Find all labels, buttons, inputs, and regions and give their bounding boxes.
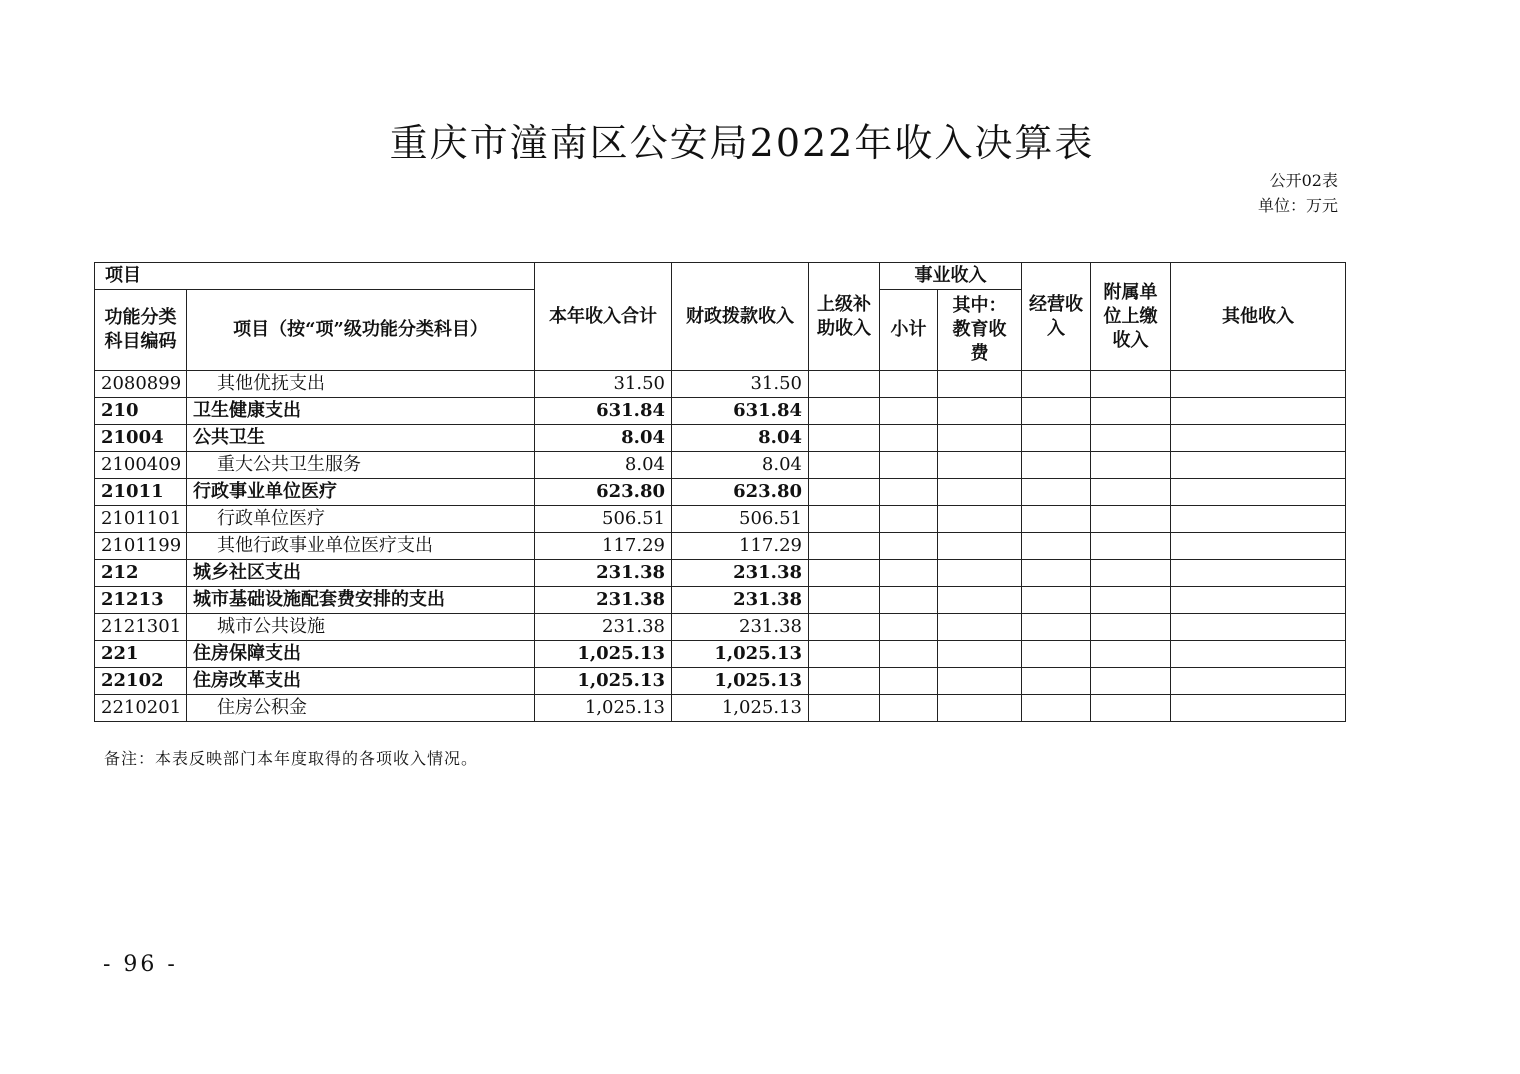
cell-name: 卫生健康支出	[187, 398, 535, 425]
cell-subtotal	[880, 668, 938, 695]
cell-education-fee	[938, 425, 1022, 452]
cell-subtotal	[880, 479, 938, 506]
table-row	[95, 479, 1346, 506]
header-operating: 经营收入	[1022, 263, 1091, 371]
cell-education-fee	[938, 533, 1022, 560]
cell-operating	[1022, 425, 1091, 452]
cell-fiscal: 8.04	[672, 425, 809, 452]
cell-operating	[1022, 668, 1091, 695]
cell-superior-subsidy	[809, 479, 880, 506]
cell-code: 21213	[95, 587, 187, 614]
cell-code: 210	[95, 398, 187, 425]
cell-total: 1,025.13	[535, 641, 672, 668]
income-table	[94, 262, 1346, 722]
cell-total: 8.04	[535, 452, 672, 479]
cell-superior-subsidy	[809, 425, 880, 452]
cell-superior-subsidy	[809, 695, 880, 722]
cell-total: 117.29	[535, 533, 672, 560]
cell-name: 住房改革支出	[187, 668, 535, 695]
cell-other	[1171, 452, 1346, 479]
cell-fiscal: 1,025.13	[672, 668, 809, 695]
cell-education-fee	[938, 560, 1022, 587]
cell-other	[1171, 587, 1346, 614]
cell-affiliated	[1091, 479, 1171, 506]
cell-total: 8.04	[535, 425, 672, 452]
cell-other	[1171, 614, 1346, 641]
cell-affiliated	[1091, 641, 1171, 668]
cell-affiliated	[1091, 506, 1171, 533]
cell-name: 城市基础设施配套费安排的支出	[187, 587, 535, 614]
cell-other	[1171, 506, 1346, 533]
cell-other	[1171, 425, 1346, 452]
cell-total: 1,025.13	[535, 668, 672, 695]
cell-affiliated	[1091, 425, 1171, 452]
cell-fiscal: 506.51	[672, 506, 809, 533]
cell-operating	[1022, 533, 1091, 560]
table-row	[95, 641, 1346, 668]
cell-education-fee	[938, 371, 1022, 398]
cell-fiscal: 31.50	[672, 371, 809, 398]
table-row	[95, 398, 1346, 425]
table-row	[95, 614, 1346, 641]
cell-operating	[1022, 614, 1091, 641]
footnote: 备注：本表反映部门本年度取得的各项收入情况。	[104, 749, 479, 768]
cell-education-fee	[938, 695, 1022, 722]
cell-code: 21011	[95, 479, 187, 506]
cell-total: 1,025.13	[535, 695, 672, 722]
header-item: 项目	[95, 263, 535, 290]
cell-subtotal	[880, 641, 938, 668]
cell-affiliated	[1091, 452, 1171, 479]
cell-code: 2121301	[95, 614, 187, 641]
cell-code: 21004	[95, 425, 187, 452]
cell-superior-subsidy	[809, 533, 880, 560]
cell-operating	[1022, 560, 1091, 587]
cell-operating	[1022, 479, 1091, 506]
table-row	[95, 560, 1346, 587]
cell-code: 221	[95, 641, 187, 668]
cell-operating	[1022, 506, 1091, 533]
cell-education-fee	[938, 398, 1022, 425]
cell-name: 城市公共设施	[187, 614, 535, 641]
cell-superior-subsidy	[809, 452, 880, 479]
table-row	[95, 587, 1346, 614]
cell-fiscal: 117.29	[672, 533, 809, 560]
cell-fiscal: 1,025.13	[672, 695, 809, 722]
cell-fiscal: 231.38	[672, 614, 809, 641]
cell-education-fee	[938, 479, 1022, 506]
cell-code: 2210201	[95, 695, 187, 722]
cell-name: 住房公积金	[187, 695, 535, 722]
cell-affiliated	[1091, 668, 1171, 695]
header-name: 项目（按“项”级功能分类科目）	[187, 290, 535, 371]
cell-other	[1171, 479, 1346, 506]
table-row	[95, 533, 1346, 560]
cell-education-fee	[938, 668, 1022, 695]
header-education-fee: 其中：教育收费	[938, 290, 1022, 371]
cell-fiscal: 231.38	[672, 587, 809, 614]
table-row	[95, 506, 1346, 533]
cell-affiliated	[1091, 398, 1171, 425]
cell-total: 631.84	[535, 398, 672, 425]
table-row	[95, 371, 1346, 398]
cell-subtotal	[880, 506, 938, 533]
cell-other	[1171, 533, 1346, 560]
cell-total: 231.38	[535, 587, 672, 614]
cell-affiliated	[1091, 695, 1171, 722]
cell-education-fee	[938, 587, 1022, 614]
header-subtotal: 小计	[880, 290, 938, 371]
cell-operating	[1022, 452, 1091, 479]
header-code: 功能分类科目编码	[95, 290, 187, 371]
cell-subtotal	[880, 533, 938, 560]
cell-affiliated	[1091, 587, 1171, 614]
cell-subtotal	[880, 452, 938, 479]
cell-code: 2101101	[95, 506, 187, 533]
cell-other	[1171, 371, 1346, 398]
cell-code: 2080899	[95, 371, 187, 398]
cell-code: 22102	[95, 668, 187, 695]
cell-name: 其他优抚支出	[187, 371, 535, 398]
cell-other	[1171, 641, 1346, 668]
table-row	[95, 452, 1346, 479]
header-total: 本年收入合计	[535, 263, 672, 371]
cell-superior-subsidy	[809, 668, 880, 695]
page-number: - 96 -	[103, 952, 178, 977]
unit-label: 单位：万元	[1257, 196, 1338, 215]
cell-operating	[1022, 371, 1091, 398]
cell-name: 行政单位医疗	[187, 506, 535, 533]
cell-subtotal	[880, 560, 938, 587]
cell-superior-subsidy	[809, 506, 880, 533]
header-other: 其他收入	[1171, 263, 1346, 371]
cell-name: 住房保障支出	[187, 641, 535, 668]
cell-total: 506.51	[535, 506, 672, 533]
cell-fiscal: 631.84	[672, 398, 809, 425]
cell-code: 2100409	[95, 452, 187, 479]
cell-superior-subsidy	[809, 587, 880, 614]
cell-other	[1171, 398, 1346, 425]
cell-subtotal	[880, 614, 938, 641]
cell-superior-subsidy	[809, 614, 880, 641]
cell-subtotal	[880, 587, 938, 614]
cell-affiliated	[1091, 614, 1171, 641]
header-business-income: 事业收入	[880, 263, 1022, 290]
cell-subtotal	[880, 371, 938, 398]
cell-total: 231.38	[535, 560, 672, 587]
cell-fiscal: 231.38	[672, 560, 809, 587]
cell-other	[1171, 560, 1346, 587]
cell-code: 212	[95, 560, 187, 587]
cell-education-fee	[938, 614, 1022, 641]
cell-subtotal	[880, 695, 938, 722]
table-body	[95, 371, 1346, 722]
cell-education-fee	[938, 641, 1022, 668]
header-fiscal: 财政拨款收入	[672, 263, 809, 371]
cell-code: 2101199	[95, 533, 187, 560]
header-affiliated: 附属单位上缴收入	[1091, 263, 1171, 371]
cell-name: 城乡社区支出	[187, 560, 535, 587]
cell-affiliated	[1091, 371, 1171, 398]
cell-name: 公共卫生	[187, 425, 535, 452]
cell-superior-subsidy	[809, 641, 880, 668]
header-superior-subsidy: 上级补助收入	[809, 263, 880, 371]
cell-total: 623.80	[535, 479, 672, 506]
cell-total: 31.50	[535, 371, 672, 398]
cell-operating	[1022, 641, 1091, 668]
table-row	[95, 695, 1346, 722]
cell-fiscal: 1,025.13	[672, 641, 809, 668]
cell-superior-subsidy	[809, 398, 880, 425]
cell-name: 其他行政事业单位医疗支出	[187, 533, 535, 560]
cell-other	[1171, 668, 1346, 695]
table-row	[95, 425, 1346, 452]
cell-operating	[1022, 695, 1091, 722]
table-row	[95, 668, 1346, 695]
cell-fiscal: 623.80	[672, 479, 809, 506]
cell-name: 重大公共卫生服务	[187, 452, 535, 479]
page-title: 重庆市潼南区公安局2022年收入决算表	[389, 121, 1095, 165]
cell-affiliated	[1091, 560, 1171, 587]
cell-operating	[1022, 587, 1091, 614]
cell-total: 231.38	[535, 614, 672, 641]
cell-subtotal	[880, 425, 938, 452]
cell-subtotal	[880, 398, 938, 425]
cell-name: 行政事业单位医疗	[187, 479, 535, 506]
cell-education-fee	[938, 506, 1022, 533]
cell-operating	[1022, 398, 1091, 425]
cell-other	[1171, 695, 1346, 722]
cell-education-fee	[938, 452, 1022, 479]
cell-fiscal: 8.04	[672, 452, 809, 479]
cell-affiliated	[1091, 533, 1171, 560]
table-number: 公开02表	[1269, 171, 1338, 190]
cell-superior-subsidy	[809, 371, 880, 398]
cell-superior-subsidy	[809, 560, 880, 587]
